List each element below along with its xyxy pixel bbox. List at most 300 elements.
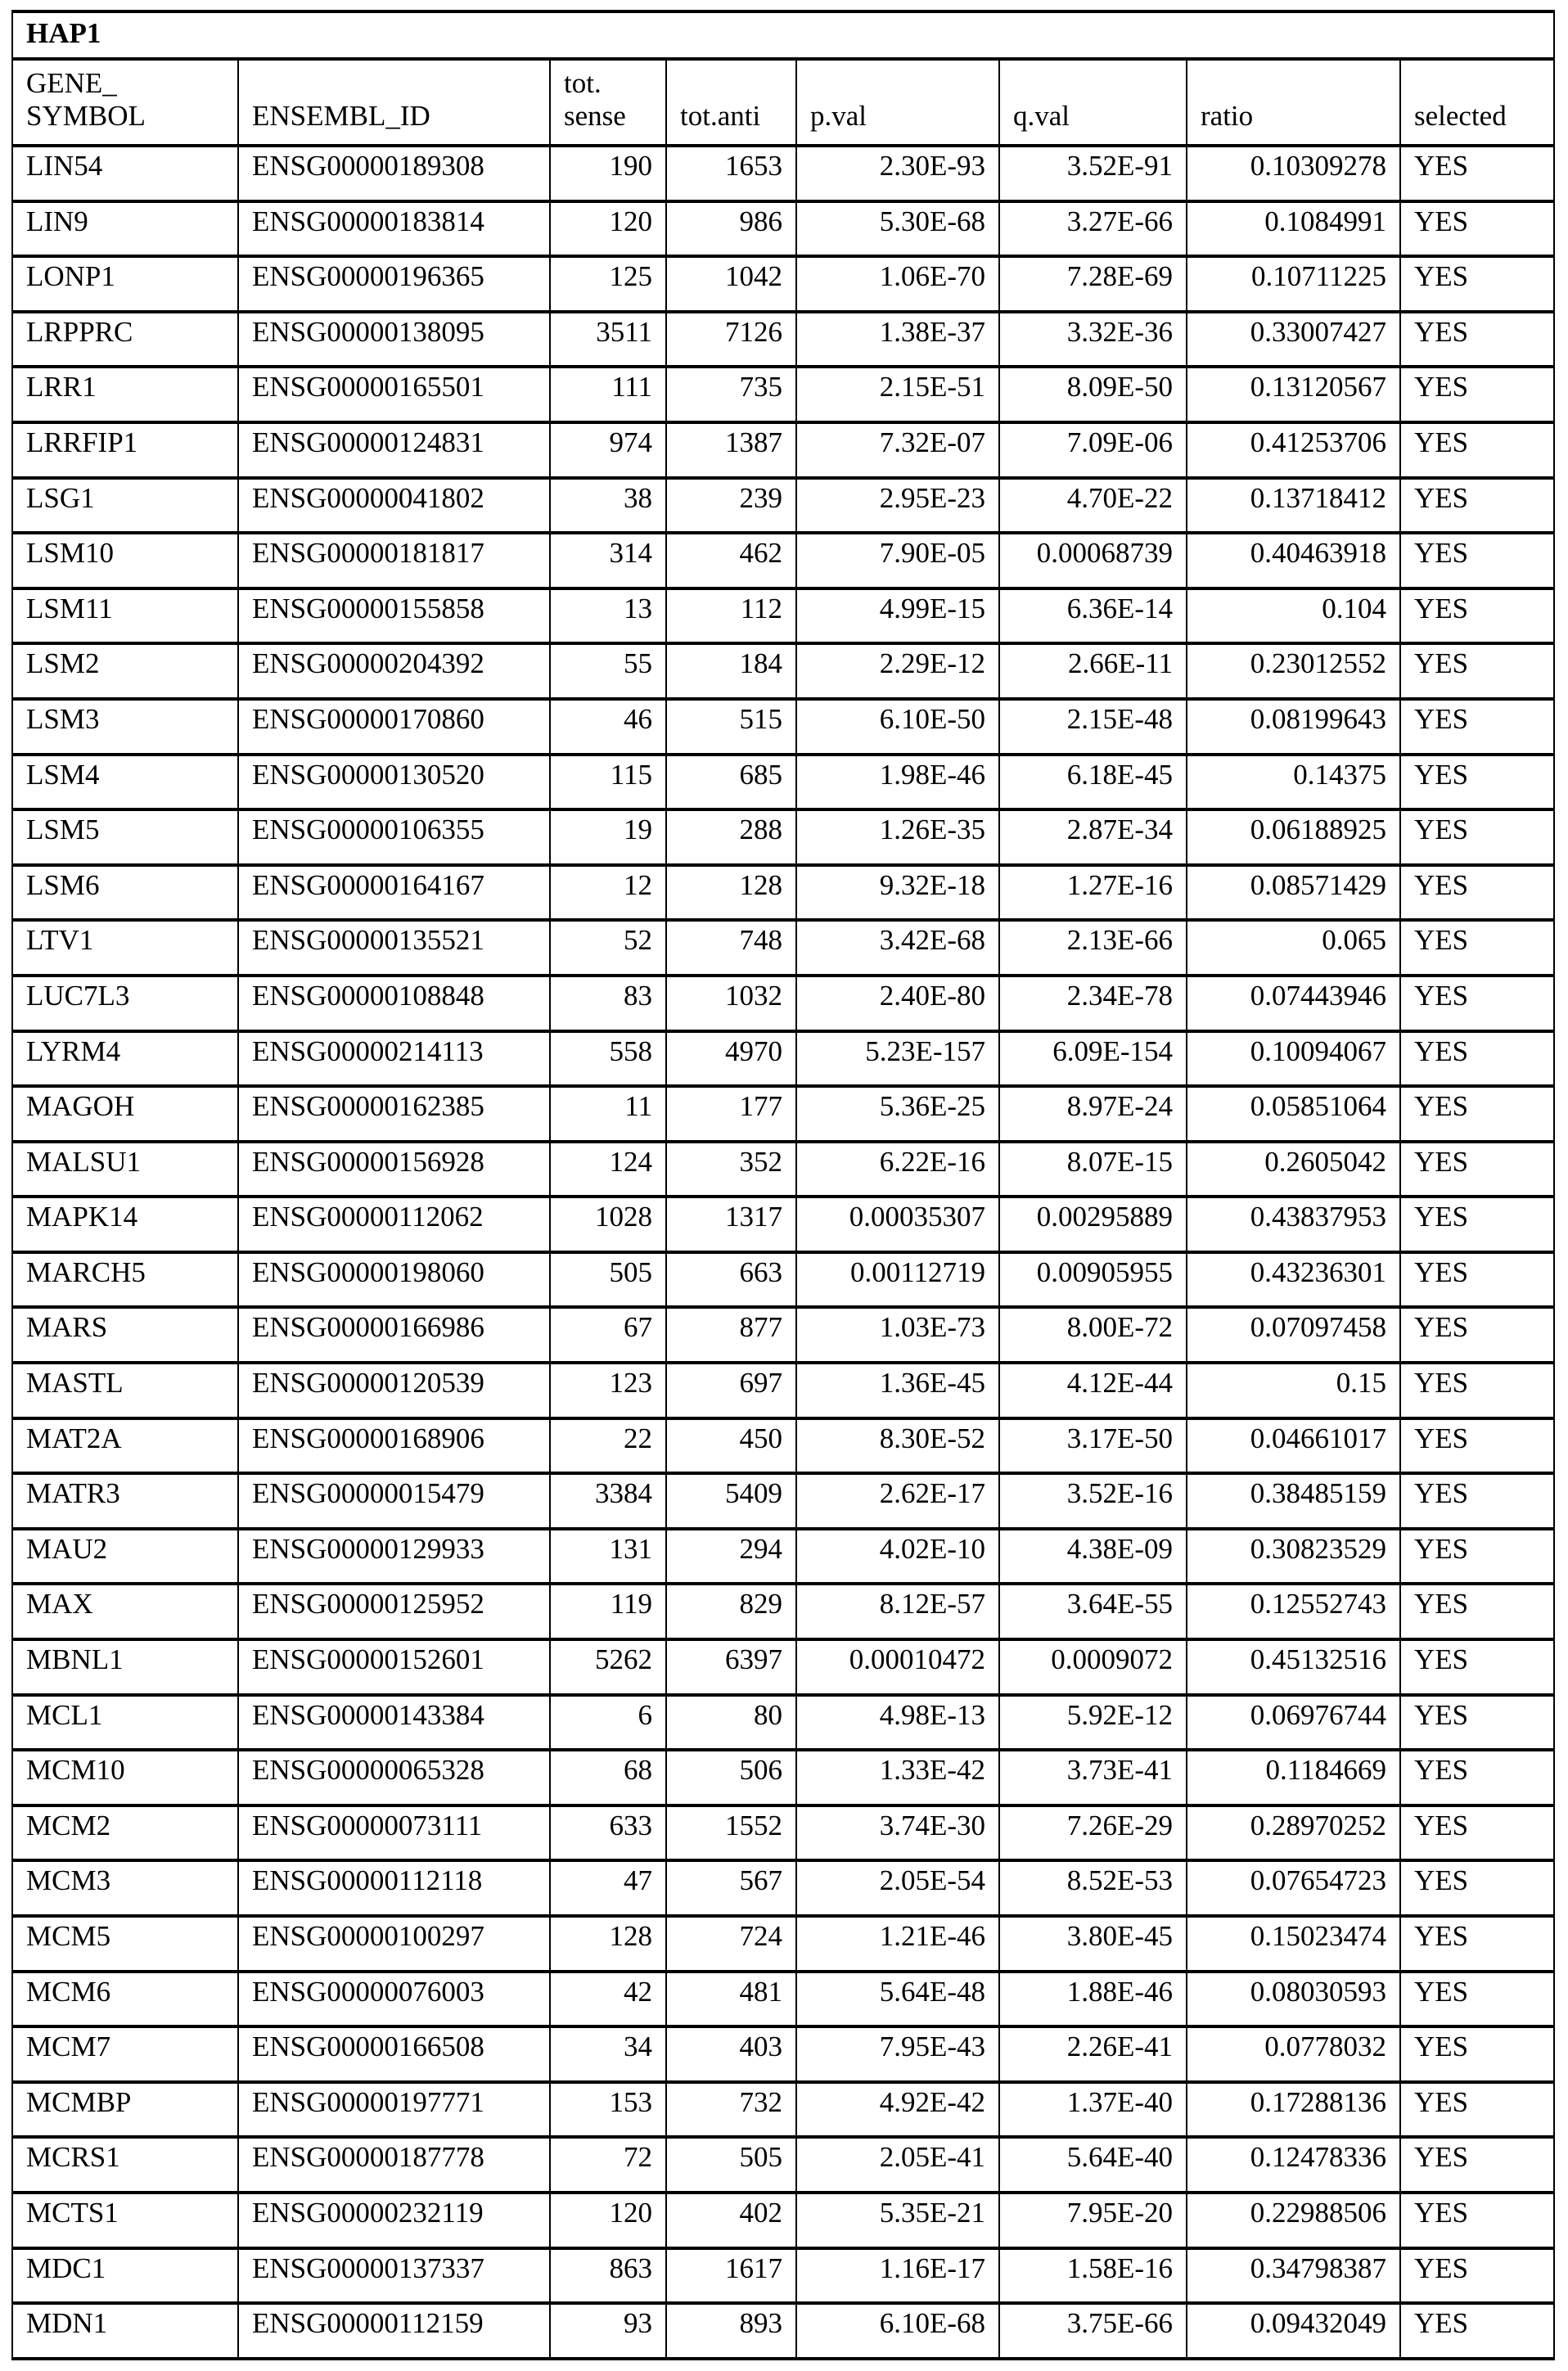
cell-ratio: 0.07654723 bbox=[1187, 1860, 1400, 1916]
cell-ensembl-id: ENSG00000108848 bbox=[238, 976, 550, 1031]
cell-ratio: 0.06976744 bbox=[1187, 1695, 1400, 1751]
cell-gene-symbol: MCM10 bbox=[12, 1750, 238, 1805]
cell-tot-sense: 47 bbox=[550, 1860, 666, 1916]
cell-tot-sense: 863 bbox=[550, 2248, 666, 2304]
cell-q-val: 4.12E-44 bbox=[999, 1363, 1187, 1418]
cell-ratio: 0.05851064 bbox=[1187, 1086, 1400, 1142]
cell-ensembl-id: ENSG00000187778 bbox=[238, 2137, 550, 2193]
cell-tot-sense: 46 bbox=[550, 699, 666, 755]
cell-tot-sense: 67 bbox=[550, 1307, 666, 1363]
cell-selected: YES bbox=[1400, 2137, 1554, 2193]
cell-tot-sense: 153 bbox=[550, 2082, 666, 2138]
cell-gene-symbol: MAX bbox=[12, 1584, 238, 1639]
cell-tot-sense: 128 bbox=[550, 1916, 666, 1972]
cell-selected: YES bbox=[1400, 920, 1554, 976]
cell-q-val: 2.26E-41 bbox=[999, 2026, 1187, 2082]
table-row bbox=[12, 422, 1554, 478]
cell-tot-sense: 123 bbox=[550, 1363, 666, 1418]
table-row bbox=[12, 755, 1554, 810]
cell-q-val: 1.27E-16 bbox=[999, 865, 1187, 921]
cell-tot-anti: 506 bbox=[666, 1750, 796, 1805]
cell-tot-sense: 83 bbox=[550, 976, 666, 1031]
cell-ensembl-id: ENSG00000076003 bbox=[238, 1972, 550, 2027]
table-row bbox=[12, 533, 1554, 588]
cell-q-val: 3.64E-55 bbox=[999, 1584, 1187, 1639]
cell-selected: YES bbox=[1400, 1916, 1554, 1972]
cell-tot-anti: 735 bbox=[666, 367, 796, 422]
cell-ratio: 0.1084991 bbox=[1187, 201, 1400, 257]
cell-p-val: 7.95E-43 bbox=[796, 2026, 999, 2082]
cell-tot-anti: 1552 bbox=[666, 1805, 796, 1861]
cell-tot-anti: 697 bbox=[666, 1363, 796, 1418]
cell-ratio: 0.22988506 bbox=[1187, 2193, 1400, 2248]
cell-tot-sense: 5262 bbox=[550, 1639, 666, 1695]
cell-tot-anti: 567 bbox=[666, 1860, 796, 1916]
cell-ratio: 0.10094067 bbox=[1187, 1031, 1400, 1087]
cell-p-val: 3.42E-68 bbox=[796, 920, 999, 976]
cell-selected: YES bbox=[1400, 146, 1554, 201]
header-tot-sense: tot. sense bbox=[550, 59, 666, 146]
table-row bbox=[12, 643, 1554, 699]
cell-selected: YES bbox=[1400, 1086, 1554, 1142]
cell-ratio: 0.23012552 bbox=[1187, 643, 1400, 699]
cell-tot-anti: 481 bbox=[666, 1972, 796, 2027]
table-row bbox=[12, 2137, 1554, 2193]
cell-gene-symbol: MCM3 bbox=[12, 1860, 238, 1916]
table-row bbox=[12, 1750, 1554, 1805]
cell-q-val: 6.09E-154 bbox=[999, 1031, 1187, 1087]
table-row bbox=[12, 478, 1554, 534]
cell-tot-sense: 1028 bbox=[550, 1197, 666, 1252]
cell-ratio: 0.09432049 bbox=[1187, 2303, 1400, 2359]
cell-p-val: 5.23E-157 bbox=[796, 1031, 999, 1087]
cell-tot-anti: 1617 bbox=[666, 2248, 796, 2304]
cell-selected: YES bbox=[1400, 533, 1554, 588]
table-row bbox=[12, 1473, 1554, 1529]
header-tot-anti: tot.anti bbox=[666, 59, 796, 146]
cell-tot-anti: 5409 bbox=[666, 1473, 796, 1529]
cell-q-val: 2.13E-66 bbox=[999, 920, 1187, 976]
cell-gene-symbol: MDN1 bbox=[12, 2303, 238, 2359]
cell-q-val: 3.73E-41 bbox=[999, 1750, 1187, 1805]
cell-ensembl-id: ENSG00000106355 bbox=[238, 809, 550, 865]
cell-selected: YES bbox=[1400, 2193, 1554, 2248]
cell-tot-anti: 986 bbox=[666, 201, 796, 257]
cell-ensembl-id: ENSG00000214113 bbox=[238, 1031, 550, 1087]
cell-ensembl-id: ENSG00000073111 bbox=[238, 1805, 550, 1861]
cell-ensembl-id: ENSG00000138095 bbox=[238, 312, 550, 367]
cell-ratio: 0.07097458 bbox=[1187, 1307, 1400, 1363]
cell-ratio: 0.10309278 bbox=[1187, 146, 1400, 201]
table-row bbox=[12, 1860, 1554, 1916]
cell-tot-anti: 515 bbox=[666, 699, 796, 755]
cell-tot-sense: 68 bbox=[550, 1750, 666, 1805]
cell-ensembl-id: ENSG00000170860 bbox=[238, 699, 550, 755]
cell-tot-anti: 462 bbox=[666, 533, 796, 588]
cell-q-val: 3.80E-45 bbox=[999, 1916, 1187, 1972]
cell-gene-symbol: LONP1 bbox=[12, 256, 238, 312]
cell-selected: YES bbox=[1400, 2026, 1554, 2082]
cell-ratio: 0.13120567 bbox=[1187, 367, 1400, 422]
cell-tot-sense: 72 bbox=[550, 2137, 666, 2193]
table-row bbox=[12, 699, 1554, 755]
cell-tot-sense: 120 bbox=[550, 2193, 666, 2248]
cell-p-val: 8.12E-57 bbox=[796, 1584, 999, 1639]
cell-tot-anti: 6397 bbox=[666, 1639, 796, 1695]
cell-p-val: 1.03E-73 bbox=[796, 1307, 999, 1363]
cell-p-val: 4.92E-42 bbox=[796, 2082, 999, 2138]
cell-ensembl-id: ENSG00000204392 bbox=[238, 643, 550, 699]
cell-ratio: 0.104 bbox=[1187, 588, 1400, 644]
cell-p-val: 1.16E-17 bbox=[796, 2248, 999, 2304]
cell-tot-anti: 1653 bbox=[666, 146, 796, 201]
gene-table bbox=[11, 10, 1555, 2360]
cell-p-val: 1.06E-70 bbox=[796, 256, 999, 312]
cell-tot-anti: 80 bbox=[666, 1695, 796, 1751]
header-ensembl-id: ENSEMBL_ID bbox=[238, 59, 550, 146]
cell-tot-sense: 55 bbox=[550, 643, 666, 699]
cell-p-val: 5.35E-21 bbox=[796, 2193, 999, 2248]
cell-selected: YES bbox=[1400, 1363, 1554, 1418]
cell-ratio: 0.38485159 bbox=[1187, 1473, 1400, 1529]
cell-tot-sense: 505 bbox=[550, 1252, 666, 1308]
cell-ratio: 0.14375 bbox=[1187, 755, 1400, 810]
cell-selected: YES bbox=[1400, 1529, 1554, 1584]
cell-selected: YES bbox=[1400, 755, 1554, 810]
cell-q-val: 7.28E-69 bbox=[999, 256, 1187, 312]
cell-p-val: 2.62E-17 bbox=[796, 1473, 999, 1529]
cell-selected: YES bbox=[1400, 976, 1554, 1031]
cell-selected: YES bbox=[1400, 2248, 1554, 2304]
cell-p-val: 6.10E-68 bbox=[796, 2303, 999, 2359]
cell-p-val: 7.32E-07 bbox=[796, 422, 999, 478]
table-row bbox=[12, 976, 1554, 1031]
cell-p-val: 4.02E-10 bbox=[796, 1529, 999, 1584]
cell-gene-symbol: LSM5 bbox=[12, 809, 238, 865]
table-row bbox=[12, 1031, 1554, 1087]
cell-ratio: 0.28970252 bbox=[1187, 1805, 1400, 1861]
cell-tot-anti: 450 bbox=[666, 1418, 796, 1474]
table-row bbox=[12, 1086, 1554, 1142]
cell-gene-symbol: MCMBP bbox=[12, 2082, 238, 2138]
table-row bbox=[12, 1695, 1554, 1751]
table-row bbox=[12, 1252, 1554, 1308]
cell-gene-symbol: LIN54 bbox=[12, 146, 238, 201]
cell-p-val: 2.05E-54 bbox=[796, 1860, 999, 1916]
cell-tot-anti: 403 bbox=[666, 2026, 796, 2082]
cell-tot-anti: 352 bbox=[666, 1142, 796, 1197]
cell-q-val: 1.88E-46 bbox=[999, 1972, 1187, 2027]
cell-tot-anti: 184 bbox=[666, 643, 796, 699]
cell-ratio: 0.13718412 bbox=[1187, 478, 1400, 534]
header-gene-symbol: GENE_ SYMBOL bbox=[12, 59, 238, 146]
cell-tot-sense: 124 bbox=[550, 1142, 666, 1197]
cell-p-val: 5.64E-48 bbox=[796, 1972, 999, 2027]
cell-tot-sense: 131 bbox=[550, 1529, 666, 1584]
cell-ensembl-id: ENSG00000143384 bbox=[238, 1695, 550, 1751]
cell-gene-symbol: MALSU1 bbox=[12, 1142, 238, 1197]
cell-ensembl-id: ENSG00000155858 bbox=[238, 588, 550, 644]
cell-p-val: 2.15E-51 bbox=[796, 367, 999, 422]
cell-p-val: 2.40E-80 bbox=[796, 976, 999, 1031]
cell-ensembl-id: ENSG00000183814 bbox=[238, 201, 550, 257]
cell-selected: YES bbox=[1400, 588, 1554, 644]
cell-ratio: 0.41253706 bbox=[1187, 422, 1400, 478]
cell-tot-sense: 314 bbox=[550, 533, 666, 588]
cell-gene-symbol: MBNL1 bbox=[12, 1639, 238, 1695]
cell-ensembl-id: ENSG00000112062 bbox=[238, 1197, 550, 1252]
cell-tot-sense: 38 bbox=[550, 478, 666, 534]
table-row bbox=[12, 1639, 1554, 1695]
cell-tot-sense: 3511 bbox=[550, 312, 666, 367]
cell-tot-sense: 558 bbox=[550, 1031, 666, 1087]
cell-p-val: 1.38E-37 bbox=[796, 312, 999, 367]
cell-p-val: 8.30E-52 bbox=[796, 1418, 999, 1474]
cell-gene-symbol: MCM2 bbox=[12, 1805, 238, 1861]
cell-p-val: 3.74E-30 bbox=[796, 1805, 999, 1861]
cell-gene-symbol: LSM6 bbox=[12, 865, 238, 921]
cell-ratio: 0.0778032 bbox=[1187, 2026, 1400, 2082]
cell-ensembl-id: ENSG00000165501 bbox=[238, 367, 550, 422]
cell-gene-symbol: LTV1 bbox=[12, 920, 238, 976]
cell-tot-sense: 115 bbox=[550, 755, 666, 810]
cell-q-val: 4.38E-09 bbox=[999, 1529, 1187, 1584]
table-row bbox=[12, 920, 1554, 976]
cell-q-val: 7.95E-20 bbox=[999, 2193, 1187, 2248]
cell-ensembl-id: ENSG00000120539 bbox=[238, 1363, 550, 1418]
table-row bbox=[12, 312, 1554, 367]
cell-gene-symbol: MASTL bbox=[12, 1363, 238, 1418]
cell-selected: YES bbox=[1400, 1197, 1554, 1252]
cell-q-val: 0.0009072 bbox=[999, 1639, 1187, 1695]
cell-tot-sense: 19 bbox=[550, 809, 666, 865]
cell-ensembl-id: ENSG00000164167 bbox=[238, 865, 550, 921]
cell-p-val: 5.30E-68 bbox=[796, 201, 999, 257]
cell-ensembl-id: ENSG00000152601 bbox=[238, 1639, 550, 1695]
cell-q-val: 6.18E-45 bbox=[999, 755, 1187, 810]
table-row bbox=[12, 865, 1554, 921]
cell-ensembl-id: ENSG00000181817 bbox=[238, 533, 550, 588]
cell-q-val: 6.36E-14 bbox=[999, 588, 1187, 644]
cell-gene-symbol: MCM7 bbox=[12, 2026, 238, 2082]
cell-q-val: 2.15E-48 bbox=[999, 699, 1187, 755]
table-row bbox=[12, 1916, 1554, 1972]
table-body bbox=[12, 146, 1554, 2359]
cell-gene-symbol: LYRM4 bbox=[12, 1031, 238, 1087]
cell-ensembl-id: ENSG00000166986 bbox=[238, 1307, 550, 1363]
cell-p-val: 1.21E-46 bbox=[796, 1916, 999, 1972]
cell-ensembl-id: ENSG00000232119 bbox=[238, 2193, 550, 2248]
cell-tot-anti: 239 bbox=[666, 478, 796, 534]
cell-p-val: 4.99E-15 bbox=[796, 588, 999, 644]
cell-gene-symbol: MARCH5 bbox=[12, 1252, 238, 1308]
cell-tot-sense: 111 bbox=[550, 367, 666, 422]
cell-tot-sense: 633 bbox=[550, 1805, 666, 1861]
cell-tot-anti: 294 bbox=[666, 1529, 796, 1584]
cell-gene-symbol: LSM3 bbox=[12, 699, 238, 755]
cell-ratio: 0.45132516 bbox=[1187, 1639, 1400, 1695]
cell-p-val: 1.98E-46 bbox=[796, 755, 999, 810]
cell-tot-sense: 974 bbox=[550, 422, 666, 478]
cell-selected: YES bbox=[1400, 1418, 1554, 1474]
cell-selected: YES bbox=[1400, 1860, 1554, 1916]
cell-q-val: 4.70E-22 bbox=[999, 478, 1187, 534]
cell-tot-sense: 42 bbox=[550, 1972, 666, 2027]
cell-tot-anti: 829 bbox=[666, 1584, 796, 1639]
cell-tot-anti: 877 bbox=[666, 1307, 796, 1363]
cell-q-val: 8.07E-15 bbox=[999, 1142, 1187, 1197]
cell-tot-sense: 6 bbox=[550, 1695, 666, 1751]
title-row bbox=[12, 11, 1554, 59]
cell-p-val: 6.10E-50 bbox=[796, 699, 999, 755]
cell-gene-symbol: MAT2A bbox=[12, 1418, 238, 1474]
cell-q-val: 3.75E-66 bbox=[999, 2303, 1187, 2359]
cell-q-val: 8.97E-24 bbox=[999, 1086, 1187, 1142]
cell-q-val: 2.87E-34 bbox=[999, 809, 1187, 865]
cell-gene-symbol: LSM10 bbox=[12, 533, 238, 588]
cell-ratio: 0.15023474 bbox=[1187, 1916, 1400, 1972]
cell-selected: YES bbox=[1400, 1805, 1554, 1861]
cell-q-val: 5.64E-40 bbox=[999, 2137, 1187, 2193]
cell-ensembl-id: ENSG00000065328 bbox=[238, 1750, 550, 1805]
table-row bbox=[12, 1584, 1554, 1639]
table-row bbox=[12, 256, 1554, 312]
cell-ensembl-id: ENSG00000015479 bbox=[238, 1473, 550, 1529]
cell-q-val: 2.34E-78 bbox=[999, 976, 1187, 1031]
cell-ensembl-id: ENSG00000130520 bbox=[238, 755, 550, 810]
cell-tot-sense: 120 bbox=[550, 201, 666, 257]
cell-ensembl-id: ENSG00000198060 bbox=[238, 1252, 550, 1308]
cell-selected: YES bbox=[1400, 1307, 1554, 1363]
cell-selected: YES bbox=[1400, 1031, 1554, 1087]
header-row bbox=[12, 59, 1554, 146]
table-row bbox=[12, 2248, 1554, 2304]
cell-ratio: 0.08030593 bbox=[1187, 1972, 1400, 2027]
cell-q-val: 0.00905955 bbox=[999, 1252, 1187, 1308]
table-row bbox=[12, 1418, 1554, 1474]
cell-ratio: 0.10711225 bbox=[1187, 256, 1400, 312]
cell-ensembl-id: ENSG00000125952 bbox=[238, 1584, 550, 1639]
cell-ensembl-id: ENSG00000168906 bbox=[238, 1418, 550, 1474]
cell-selected: YES bbox=[1400, 643, 1554, 699]
cell-gene-symbol: LRR1 bbox=[12, 367, 238, 422]
cell-p-val: 1.33E-42 bbox=[796, 1750, 999, 1805]
cell-q-val: 1.58E-16 bbox=[999, 2248, 1187, 2304]
cell-gene-symbol: LIN9 bbox=[12, 201, 238, 257]
cell-p-val: 2.95E-23 bbox=[796, 478, 999, 534]
table-row bbox=[12, 2026, 1554, 2082]
cell-q-val: 8.52E-53 bbox=[999, 1860, 1187, 1916]
cell-selected: YES bbox=[1400, 699, 1554, 755]
cell-gene-symbol: MAGOH bbox=[12, 1086, 238, 1142]
cell-ensembl-id: ENSG00000197771 bbox=[238, 2082, 550, 2138]
cell-tot-sense: 11 bbox=[550, 1086, 666, 1142]
cell-p-val: 6.22E-16 bbox=[796, 1142, 999, 1197]
cell-ratio: 0.30823529 bbox=[1187, 1529, 1400, 1584]
cell-ratio: 0.08199643 bbox=[1187, 699, 1400, 755]
cell-tot-sense: 93 bbox=[550, 2303, 666, 2359]
cell-selected: YES bbox=[1400, 422, 1554, 478]
cell-ratio: 0.06188925 bbox=[1187, 809, 1400, 865]
cell-gene-symbol: MCRS1 bbox=[12, 2137, 238, 2193]
cell-ratio: 0.12552743 bbox=[1187, 1584, 1400, 1639]
table-row bbox=[12, 2082, 1554, 2138]
cell-ratio: 0.43236301 bbox=[1187, 1252, 1400, 1308]
cell-p-val: 2.05E-41 bbox=[796, 2137, 999, 2193]
table-row bbox=[12, 1307, 1554, 1363]
cell-gene-symbol: LSG1 bbox=[12, 478, 238, 534]
cell-q-val: 8.00E-72 bbox=[999, 1307, 1187, 1363]
cell-tot-anti: 1317 bbox=[666, 1197, 796, 1252]
cell-ratio: 0.065 bbox=[1187, 920, 1400, 976]
cell-q-val: 0.00068739 bbox=[999, 533, 1187, 588]
cell-ensembl-id: ENSG00000135521 bbox=[238, 920, 550, 976]
cell-selected: YES bbox=[1400, 1639, 1554, 1695]
cell-ratio: 0.43837953 bbox=[1187, 1197, 1400, 1252]
cell-q-val: 1.37E-40 bbox=[999, 2082, 1187, 2138]
cell-ratio: 0.2605042 bbox=[1187, 1142, 1400, 1197]
cell-ratio: 0.33007427 bbox=[1187, 312, 1400, 367]
cell-ensembl-id: ENSG00000166508 bbox=[238, 2026, 550, 2082]
cell-q-val: 0.00295889 bbox=[999, 1197, 1187, 1252]
cell-ratio: 0.17288136 bbox=[1187, 2082, 1400, 2138]
cell-ensembl-id: ENSG00000129933 bbox=[238, 1529, 550, 1584]
cell-ensembl-id: ENSG00000196365 bbox=[238, 256, 550, 312]
cell-gene-symbol: LSM4 bbox=[12, 755, 238, 810]
cell-ratio: 0.15 bbox=[1187, 1363, 1400, 1418]
cell-selected: YES bbox=[1400, 2303, 1554, 2359]
table-row bbox=[12, 588, 1554, 644]
cell-tot-anti: 288 bbox=[666, 809, 796, 865]
cell-gene-symbol: LSM11 bbox=[12, 588, 238, 644]
cell-selected: YES bbox=[1400, 256, 1554, 312]
cell-ensembl-id: ENSG00000112118 bbox=[238, 1860, 550, 1916]
cell-tot-anti: 128 bbox=[666, 865, 796, 921]
cell-p-val: 7.90E-05 bbox=[796, 533, 999, 588]
cell-ensembl-id: ENSG00000100297 bbox=[238, 1916, 550, 1972]
cell-selected: YES bbox=[1400, 809, 1554, 865]
cell-q-val: 3.17E-50 bbox=[999, 1418, 1187, 1474]
cell-tot-sense: 125 bbox=[550, 256, 666, 312]
cell-gene-symbol: LUC7L3 bbox=[12, 976, 238, 1031]
cell-ensembl-id: ENSG00000189308 bbox=[238, 146, 550, 201]
cell-p-val: 0.00112719 bbox=[796, 1252, 999, 1308]
cell-tot-sense: 22 bbox=[550, 1418, 666, 1474]
cell-ensembl-id: ENSG00000162385 bbox=[238, 1086, 550, 1142]
cell-q-val: 5.92E-12 bbox=[999, 1695, 1187, 1751]
cell-selected: YES bbox=[1400, 478, 1554, 534]
cell-ratio: 0.12478336 bbox=[1187, 2137, 1400, 2193]
cell-p-val: 4.98E-13 bbox=[796, 1695, 999, 1751]
cell-gene-symbol: LRRFIP1 bbox=[12, 422, 238, 478]
cell-tot-sense: 13 bbox=[550, 588, 666, 644]
cell-p-val: 2.29E-12 bbox=[796, 643, 999, 699]
table-row bbox=[12, 1529, 1554, 1584]
cell-p-val: 0.00035307 bbox=[796, 1197, 999, 1252]
header-q-val: q.val bbox=[999, 59, 1187, 146]
cell-selected: YES bbox=[1400, 1142, 1554, 1197]
cell-selected: YES bbox=[1400, 1972, 1554, 2027]
table-row bbox=[12, 1197, 1554, 1252]
cell-tot-anti: 505 bbox=[666, 2137, 796, 2193]
cell-gene-symbol: MARS bbox=[12, 1307, 238, 1363]
cell-gene-symbol: MDC1 bbox=[12, 2248, 238, 2304]
cell-tot-sense: 12 bbox=[550, 865, 666, 921]
cell-p-val: 5.36E-25 bbox=[796, 1086, 999, 1142]
cell-q-val: 7.09E-06 bbox=[999, 422, 1187, 478]
cell-ratio: 0.04661017 bbox=[1187, 1418, 1400, 1474]
cell-p-val: 2.30E-93 bbox=[796, 146, 999, 201]
